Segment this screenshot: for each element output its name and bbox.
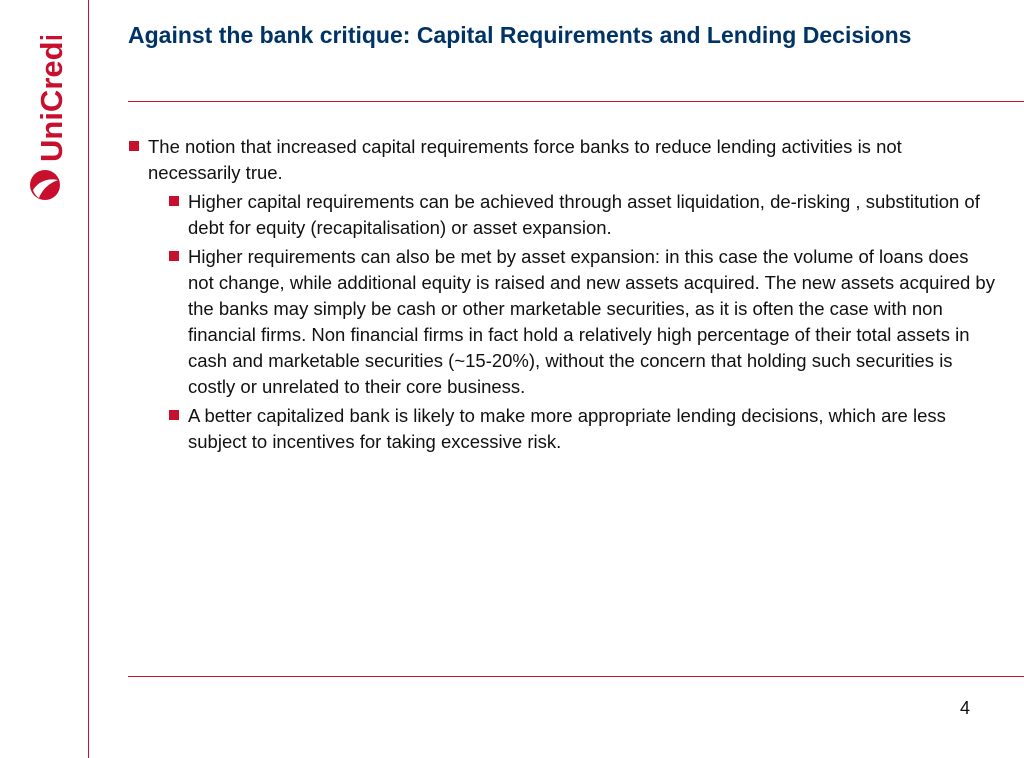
left-vertical-rule <box>88 0 89 758</box>
unicredit-logo-mark-icon <box>28 168 62 202</box>
unicredit-logo-wordmark <box>30 36 70 166</box>
bullet-text: A better capitalized bank is likely to make more appropriate lending decisions, which are less subject to incentives for taking excessive risk. <box>188 405 946 452</box>
square-bullet-icon <box>169 251 179 261</box>
title-divider <box>128 101 1024 102</box>
square-bullet-icon <box>129 141 139 151</box>
footer-divider <box>128 676 1024 677</box>
slide-title: Against the bank critique: Capital Requirements and Lending Decisions <box>128 22 912 48</box>
sub-bullet-item <box>168 403 998 455</box>
bullet-list <box>128 134 998 458</box>
logo-text: UniCredit <box>34 36 69 162</box>
bullet-text: Higher requirements can also be met by asset expansion: in this case the volume of loans does not change, while additional equity is raised and new assets acquired. The new assets acquired by the banks may simply be cash or other marketable securities, as it is often the case with non financial firms. Non financial firms in fact hold a relatively high percentage of their total assets in cash and marketable securities (~15-20%), without the concern that holding such securities is costly or unrelated to their core business. <box>188 246 995 397</box>
bullet-text: The notion that increased capital requirements force banks to reduce lending activities is not necessarily true. <box>148 136 902 183</box>
unicredit-logo <box>30 36 69 162</box>
square-bullet-icon <box>169 196 179 206</box>
square-bullet-icon <box>169 410 179 420</box>
page-number: 4 <box>959 698 970 718</box>
sub-bullet-item <box>168 189 998 241</box>
sub-bullet-item <box>168 244 998 400</box>
bullet-text: Higher capital requirements can be achieved through asset liquidation, de-risking , substitution of debt for equity (recapitalisation) or asset expansion. <box>188 191 980 238</box>
bullet-item <box>128 134 998 186</box>
